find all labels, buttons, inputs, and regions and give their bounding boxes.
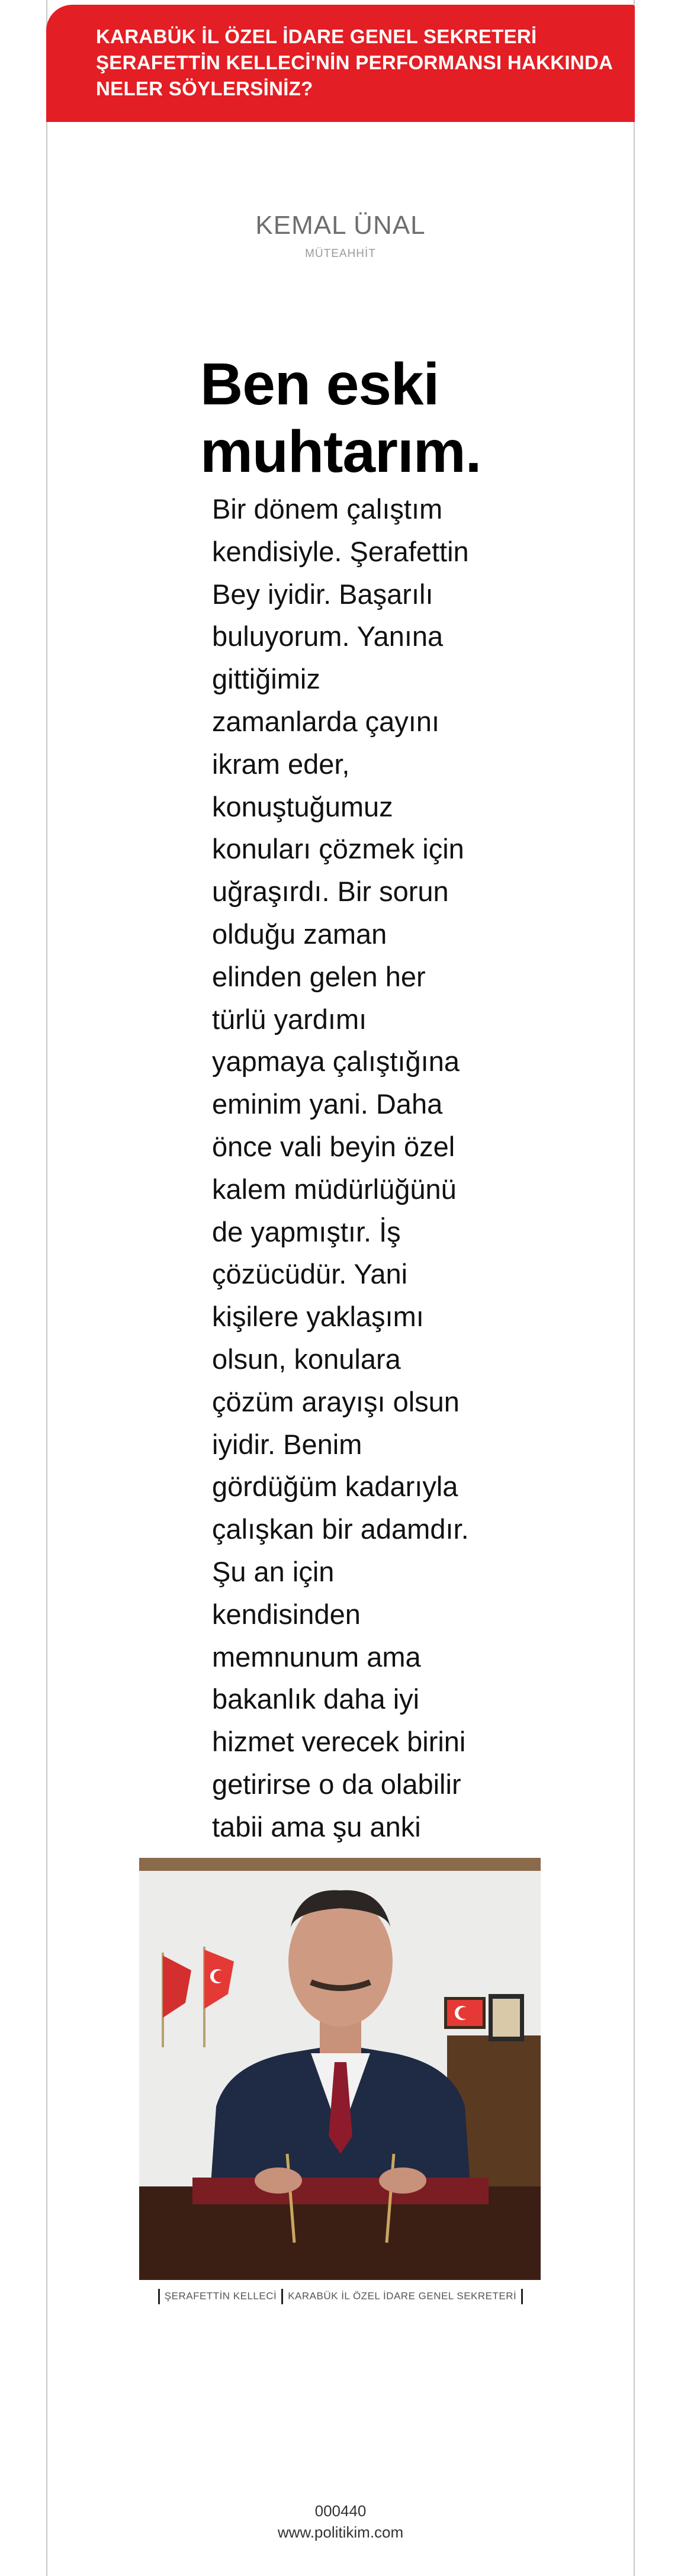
- caption-divider: [521, 2289, 523, 2304]
- author-name: KEMAL ÜNAL: [255, 211, 426, 240]
- caption-divider: [158, 2289, 160, 2304]
- article-headline: Ben eski muhtarım.: [200, 351, 481, 485]
- caption-divider: [281, 2289, 283, 2304]
- header-banner: [46, 5, 635, 122]
- header-title: KARABÜK İL ÖZEL İDARE GENEL SEKRETERİ ŞERAFETTİN KELLECİ'NİN PERFORMANSI HAKKINDA NELER SÖYLERSİNİZ?: [96, 25, 613, 99]
- caption-title: KARABÜK İL ÖZEL İDARE GENEL SEKRETERİ: [288, 2290, 517, 2302]
- footer-code: 000440: [314, 2502, 367, 2520]
- article-body: Bir dönem çalıştım kendisiyle. Şerafettin Bey iyidir. Başarılı buluyorum. Yanına gittiğimiz zamanlarda çayını ikram eder, konuştuğumuz konuları çözmek için uğraşırdı. Bir sorun olduğu zaman elinden gelen her türlü yardımı yapmaya çalıştığına eminim yani. Daha önce vali beyin özel kalem müdürlüğünü de yapmıştır. İş çözücüdür. Yani kişilere yaklaşımı olsun, konulara çözüm arayışı olsun iyidir. Benim gördüğüm kadarıyla çalışkan bir adamdır. Şu an için kendisinden memnunum ama bakanlık daha iyi hizmet verecek birini getirirse o da olabilir tabii ama şu anki: [212, 493, 469, 1842]
- portrait-illustration: [139, 1858, 541, 2280]
- portrait-photo: [139, 1858, 541, 2280]
- caption-name: ŞERAFETTİN KELLECİ: [164, 2290, 277, 2302]
- photo-caption: [0, 2289, 681, 2304]
- footer-url[interactable]: www.politikim.com: [277, 2523, 404, 2541]
- author-role: MÜTEAHHİT: [305, 247, 376, 260]
